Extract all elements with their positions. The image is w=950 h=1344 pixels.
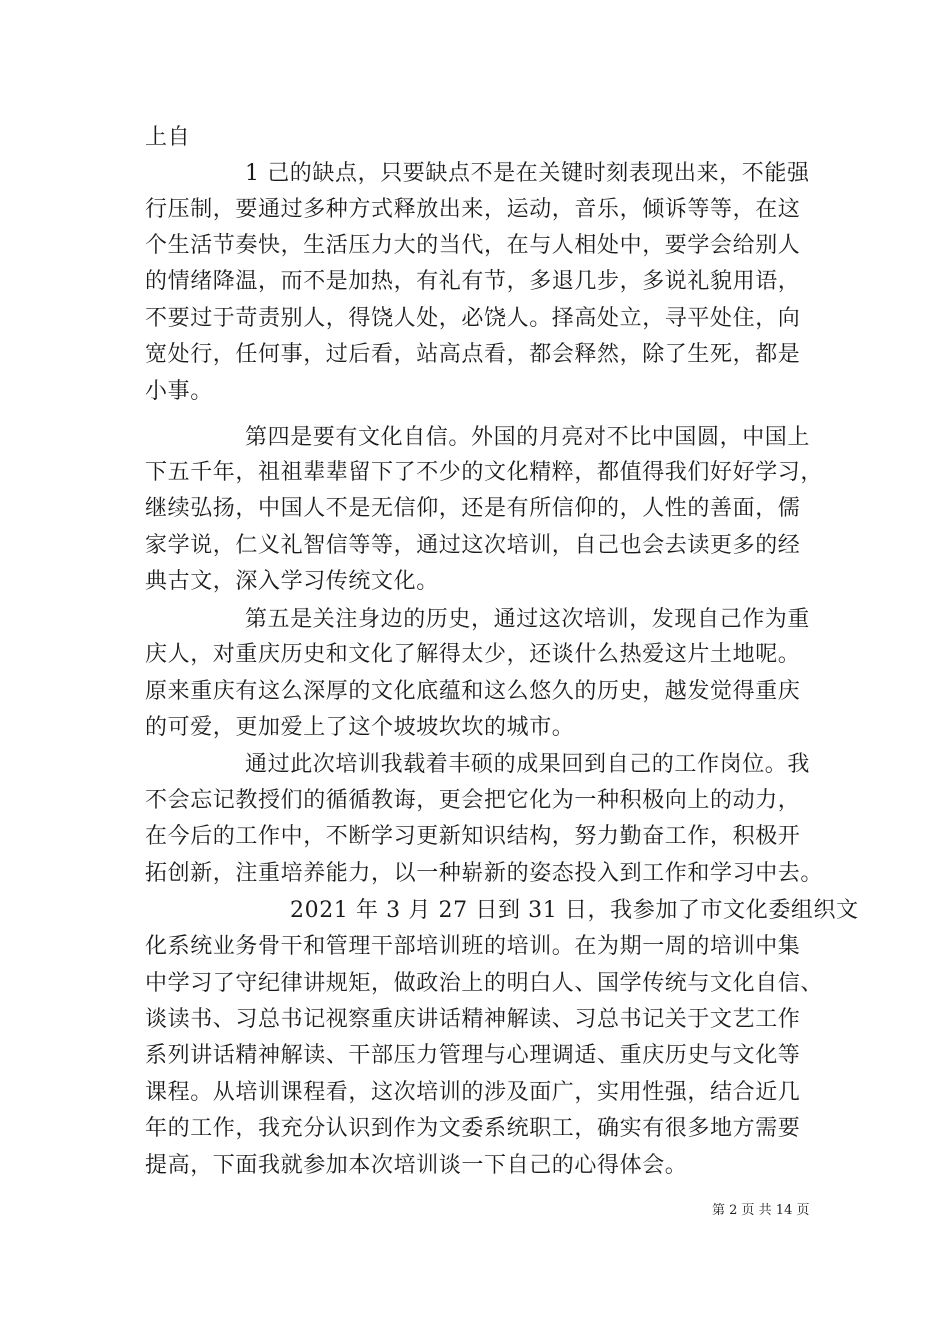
text-line: 第五是关注身边的历史，通过这次培训，发现自己作为重 (245, 607, 811, 632)
text-line: 小事。 (145, 379, 213, 404)
text-line: 中学习了守纪律讲规矩，做政治上的明白人、国学传统与文化自信、 (145, 971, 824, 996)
text-line: 行压制，要通过多种方式释放出来，运动，音乐，倾诉等等，在这 (145, 197, 801, 222)
text-line: 谈读书、习总书记视察重庆讲话精神解读、习总书记关于文艺工作 (145, 1007, 801, 1032)
text-line: 系列讲话精神解读、干部压力管理与心理调适、重庆历史与文化等 (145, 1043, 801, 1068)
text-line: 不要过于苛责别人，得饶人处，必饶人。择高处立，寻平处住，向 (145, 306, 801, 331)
text-line: 个生活节奏快，生活压力大的当代，在与人相处中，要学会给别人 (145, 233, 801, 258)
text-line: 家学说，仁义礼智信等等，通过这次培训，自己也会去读更多的经 (145, 533, 801, 558)
text-line: 拓创新，注重培养能力，以一种崭新的姿态投入到工作和学习中去。 (145, 861, 824, 886)
text-line: 上自 (145, 125, 191, 150)
text-line: 通过此次培训我载着丰硕的成果回到自己的工作岗位。我 (245, 752, 811, 777)
text-line: 的可爱，更加爱上了这个坡坡坎坎的城市。 (145, 715, 575, 740)
text-line: 宽处行，任何事，过后看，站高点看，都会释然，除了生死，都是 (145, 342, 801, 367)
text-line: 2021 年 3 月 27 日到 31 日，我参加了市文化委组织文 (290, 898, 859, 923)
page-number-footer: 第 2 页 共 14 页 (712, 1203, 810, 1218)
text-line: 原来重庆有这么深厚的文化底蕴和这么悠久的历史，越发觉得重庆 (145, 679, 801, 704)
text-line: 不会忘记教授们的循循教诲，更会把它化为一种积极向上的动力， (145, 788, 801, 813)
text-line: 年的工作，我充分认识到作为文委系统职工，确实有很多地方需要 (145, 1116, 801, 1141)
text-line: 课程。从培训课程看，这次培训的涉及面广，实用性强，结合近几 (145, 1080, 801, 1105)
text-line: 的情绪降温，而不是加热，有礼有节，多退几步，多说礼貌用语， (145, 269, 801, 294)
text-line: 提高，下面我就参加本次培训谈一下自己的心得体会。 (145, 1153, 688, 1178)
text-line: 在今后的工作中，不断学习更新知识结构，努力勤奋工作，积极开 (145, 824, 801, 849)
text-line: 第四是要有文化自信。外国的月亮对不比中国圆，中国上 (245, 425, 811, 450)
text-line: 庆人，对重庆历史和文化了解得太少，还谈什么热爱这片土地呢。 (145, 642, 801, 667)
text-line: 下五千年，祖祖辈辈留下了不少的文化精粹，都值得我们好好学习， (145, 460, 824, 485)
text-line: 化系统业务骨干和管理干部培训班的培训。在为期一周的培训中集 (145, 934, 801, 959)
text-line: 继续弘扬，中国人不是无信仰，还是有所信仰的，人性的善面，儒 (145, 496, 801, 521)
text-line: 典古文，深入学习传统文化。 (145, 569, 439, 594)
text-line: 1 己的缺点，只要缺点不是在关键时刻表现出来，不能强 (245, 161, 810, 186)
